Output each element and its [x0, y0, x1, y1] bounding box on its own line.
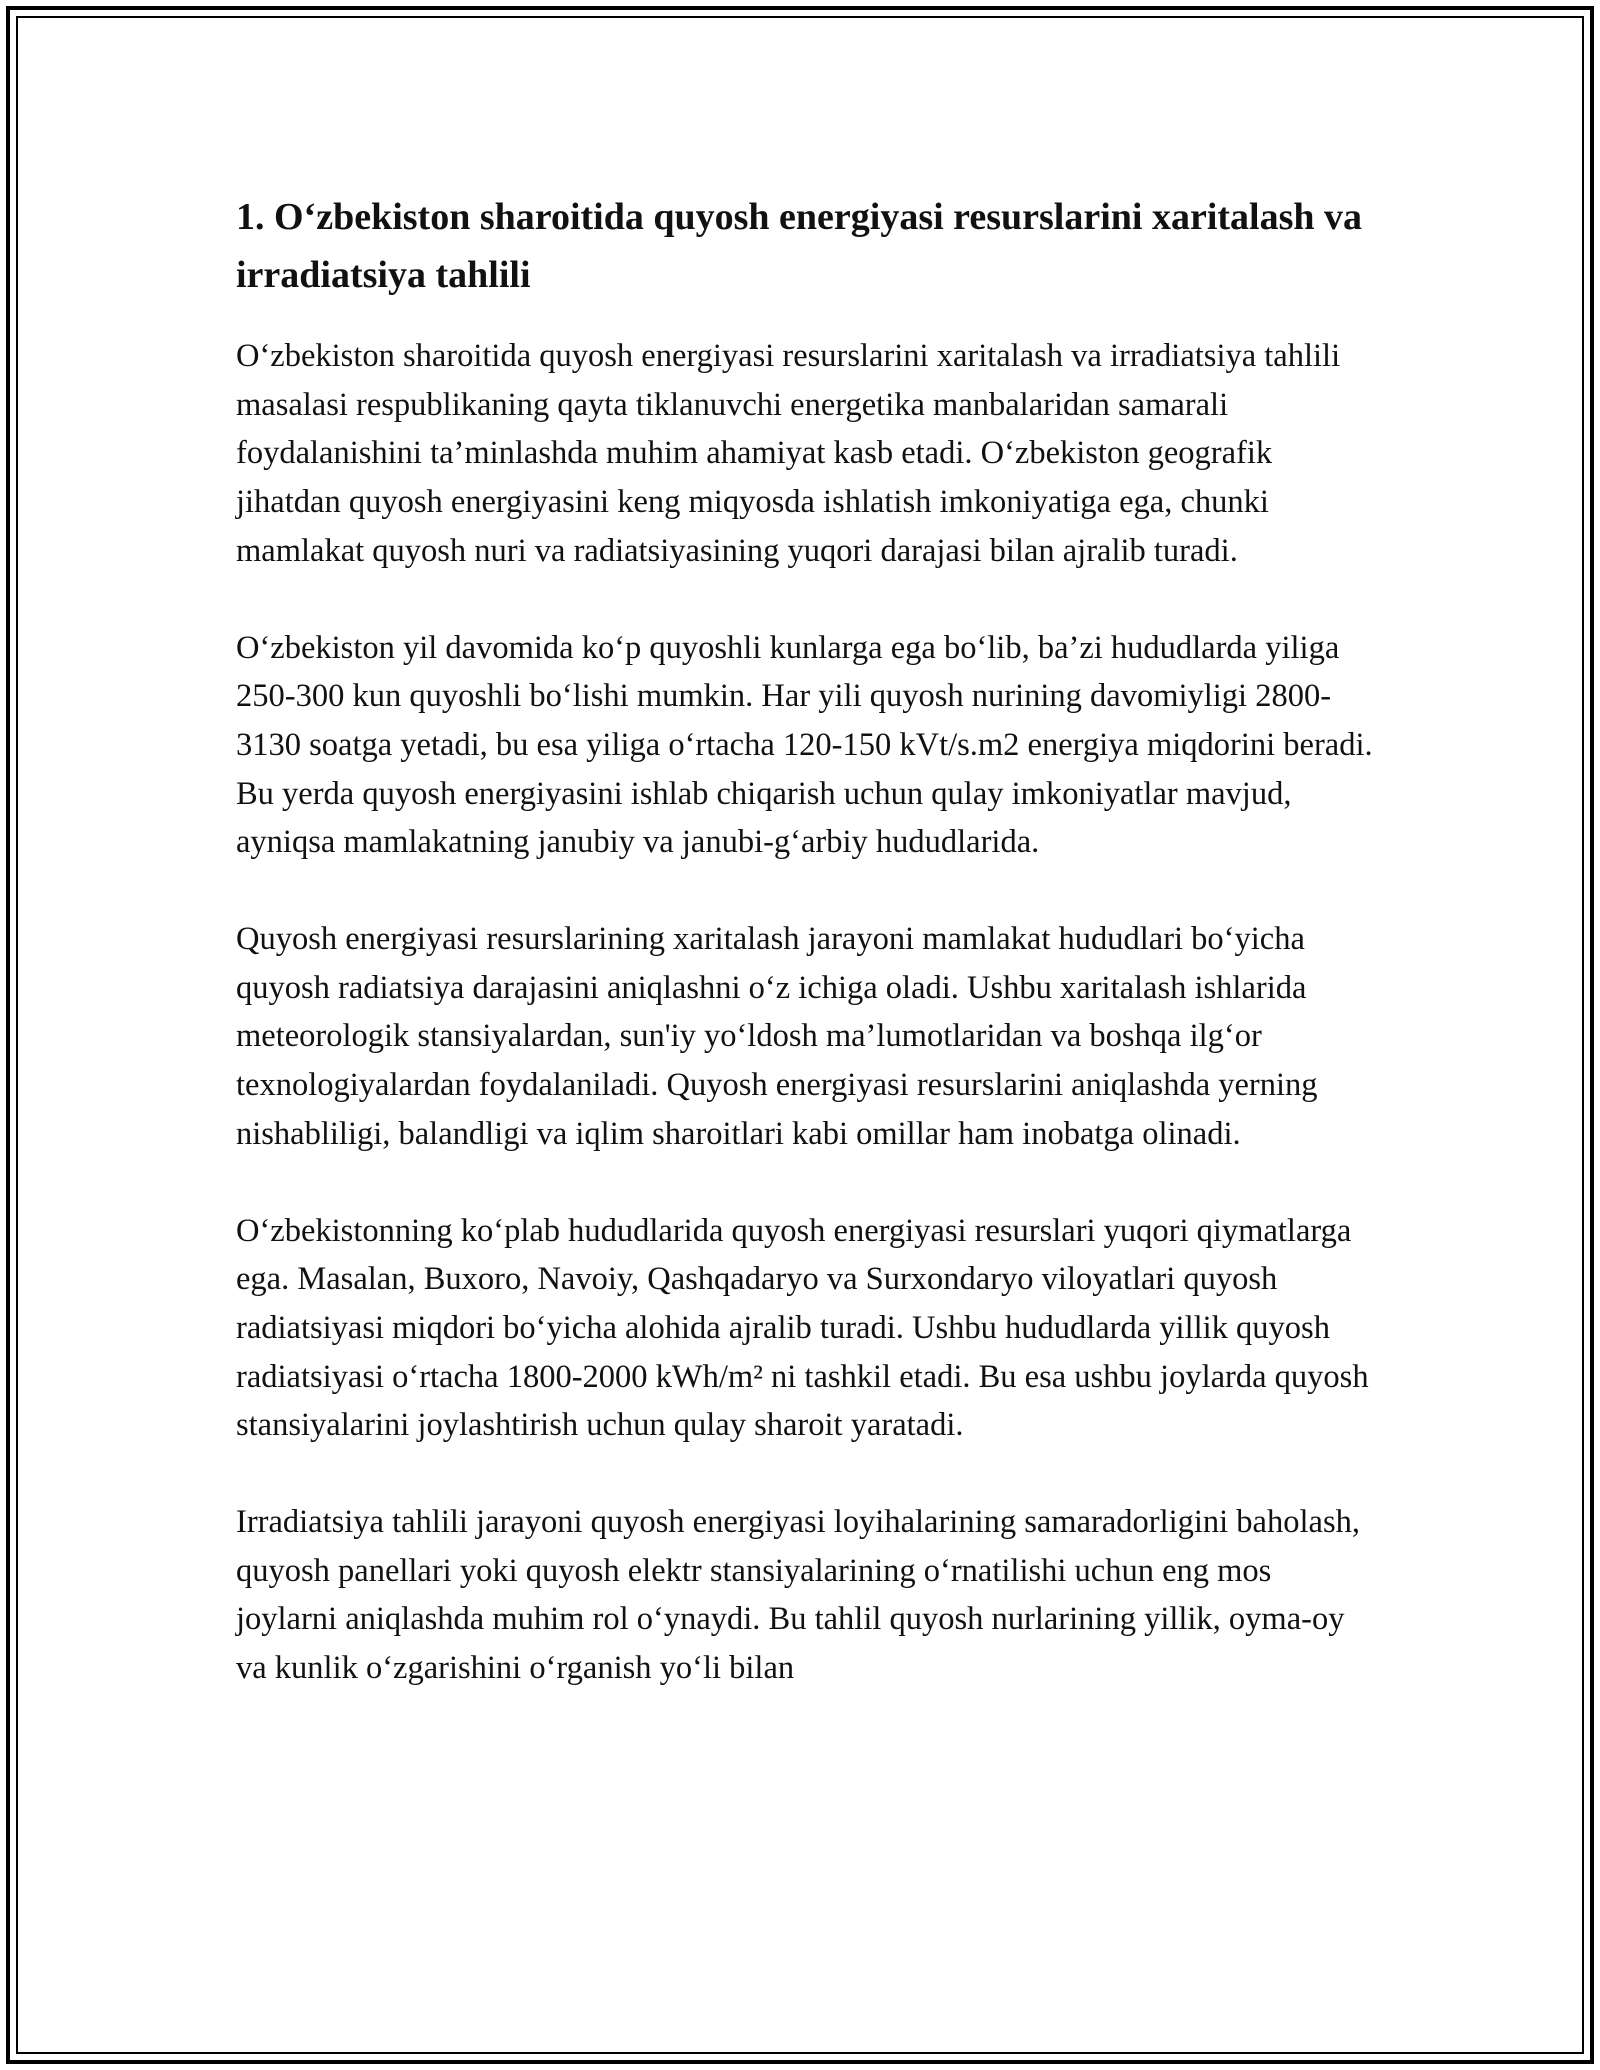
document-page — [236, 188, 1376, 1741]
paragraph-5: Irradiatsiya tahlili jarayoni quyosh energiyasi loyihalarining samaradorligini baholash, quyosh panellari yoki quyosh elektr stansiyalarining o‘rnatilishi uchun eng mos joylarni aniqlashda muhim rol o‘ynaydi. Bu tahlil quyosh nurlarining yillik, oyma-oy va kunlik o‘zgarishini o‘rganish yo‘li bilan — [236, 1504, 1360, 1687]
paragraph-3: Quyosh energiyasi resurslarining xaritalash jarayoni mamlakat hududlari bo‘yicha quyosh radiatsiya darajasini aniqlashni o‘z ichiga oladi. Ushbu xaritalash ishlarida meteorologik stansiyalardan, sun'iy yo‘ldosh ma’lumotlaridan va boshqa ilg‘or texnologiyalardan foydalaniladi. Quyosh energiyasi resurslarini aniqlashda yerning nishabliligi, balandligi va iqlim sharoitlari kabi omillar ham inobatga olinadi. — [236, 921, 1318, 1152]
paragraph-4: O‘zbekistonning ko‘plab hududlarida quyosh energiyasi resurslari yuqori qiymatlarga ega. Masalan, Buxoro, Navoiy, Qashqadaryo va Surxondaryo viloyatlari quyosh radiatsiyasi miqdori bo‘yicha alohida ajralib turadi. Ushbu hududlarda yillik quyosh radiatsiyasi o‘rtacha 1800-2000 kWh/m² ni tashkil etadi. Bu esa ushbu joylarda quyosh stansiyalarini joylashtirish uchun qulay sharoit yaratadi. — [236, 1212, 1369, 1444]
paragraph-1: O‘zbekiston sharoitida quyosh energiyasi resurslarini xaritalash va irradiatsiya tahlili masalasi respublikaning qayta tiklanuvchi energetika manbalaridan samarali foydalanishini ta’minlashda muhim ahamiyat kasb etadi. O‘zbekiston geografik jihatdan quyosh energiyasini keng miqyosda ishlatish imkoniyatiga ega, chunki mamlakat quyosh nuri va radiatsiyasining yuqori darajasi bilan ajralib turadi. — [236, 338, 1341, 569]
paragraph-2: O‘zbekiston yil davomida ko‘p quyoshli kunlarga ega bo‘lib, ba’zi hududlarda yiliga 250-300 kun quyoshli bo‘lishi mumkin. Har yili quyosh nurining davomiyligi 2800-3130 soatga yetadi, bu esa yiliga o‘rtacha 120-150 kVt/s.m2 energiya miqdorini beradi. Bu yerda quyosh energiyasini ishlab chiqarish uchun qulay imkoniyatlar mavjud, ayniqsa mamlakatning janubiy va janubi-g‘arbiy hududlarida. — [236, 629, 1373, 861]
section-heading: 1. O‘zbekiston sharoitida quyosh energiyasi resurslarini xaritalash va irradiatsiya tahlili — [236, 196, 1363, 296]
